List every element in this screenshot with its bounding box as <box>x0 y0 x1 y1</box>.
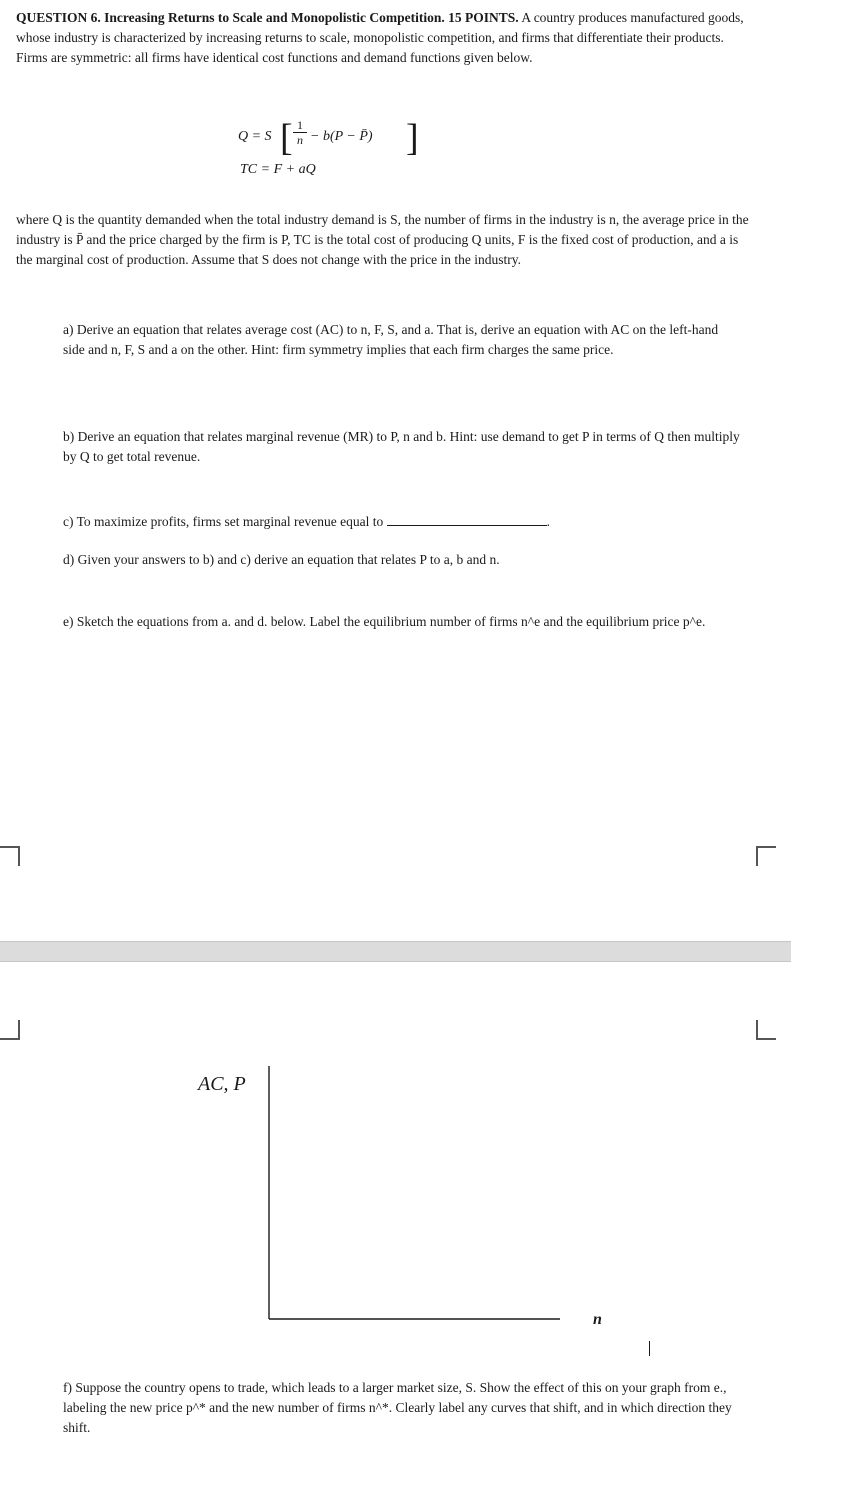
page-break-divider <box>0 941 791 962</box>
cost-equation: TC = F + aQ <box>240 162 316 177</box>
page-corner-mark <box>0 1020 20 1040</box>
part-f: f) Suppose the country opens to trade, which leads to a larger market size, S. Show the effect of this on your graph from e., labeling the new price p^* and the new number of firms n^*. Clearly label any curves that shift, and in which direction they shift. <box>63 1380 732 1435</box>
question-heading: QUESTION 6. Increasing Returns to Scale and Monopolistic Competition. 15 POINTS. <box>16 10 519 25</box>
demand-lhs: Q = S <box>238 129 272 144</box>
fraction <box>293 118 307 147</box>
where-paragraph: where Q is the quantity demanded when the total industry demand is S, the number of firms in the industry is n, the average price in the industry is P̄ and the price charged by the firm is P, TC is the total cost of producing Q units, F is the fixed cost of production, and a is the marginal cost of production. Assume that S does not change with the price in the industry. <box>16 212 749 267</box>
part-c-suffix: . <box>546 514 550 529</box>
demand-tail: − b(P − P̄) <box>310 129 373 144</box>
question-intro <box>16 8 751 68</box>
fraction-denominator: n <box>297 133 303 147</box>
demand-equation <box>238 118 418 158</box>
graph-axes <box>260 1060 580 1330</box>
part-b: b) Derive an equation that relates marginal revenue (MR) to P, n and b. Hint: use demand to get P in terms of Q then multiply by Q to get total revenue. <box>63 429 740 464</box>
part-c <box>63 512 743 532</box>
part-c-text: c) To maximize profits, firms set marginal revenue equal to <box>63 514 384 529</box>
question-intro-text: A country produces manufactured goods, whose industry is characterized by increasing returns to scale, monopolistic competition, and firms that differentiate their products. Firms are symmetric: all firms have identical cost functions and demand functions given below. <box>16 10 744 65</box>
fraction-numerator: 1 <box>297 118 303 132</box>
page-corner-mark <box>0 846 20 866</box>
text-cursor <box>649 1341 650 1356</box>
bracket-right: ] <box>406 117 419 159</box>
answer-blank[interactable] <box>387 513 547 526</box>
x-axis-label: n <box>593 1311 602 1328</box>
part-d: d) Given your answers to b) and c) derive an equation that relates P to a, b and n. <box>63 552 500 567</box>
y-axis-label: AC, P <box>198 1073 246 1095</box>
page-corner-mark <box>756 846 776 866</box>
page-corner-mark <box>756 1020 776 1040</box>
part-a: a) Derive an equation that relates average cost (AC) to n, F, S, and a. That is, derive an equation with AC on the left-hand side and n, F, S and a on the other. Hint: firm symmetry implies that each firm charges the same price. <box>63 322 719 357</box>
bracket-left: [ <box>280 117 293 159</box>
part-e: e) Sketch the equations from a. and d. below. Label the equilibrium number of firms n^e and the equilibrium price p^e. <box>63 614 706 629</box>
